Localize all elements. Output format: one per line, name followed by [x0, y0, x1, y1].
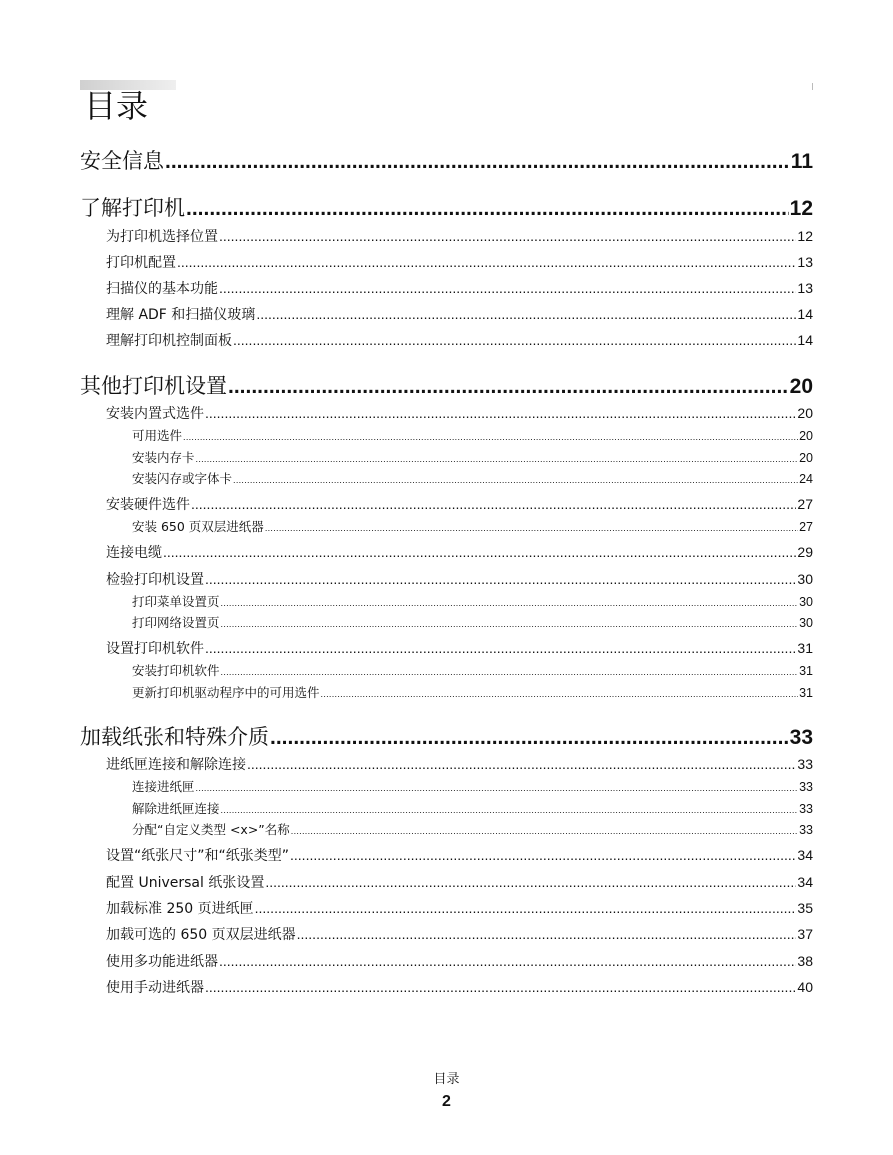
leader-dots — [228, 375, 789, 399]
footer-page-number: 2 — [442, 1093, 451, 1110]
toc-entry-label: 打印菜单设置页 — [132, 594, 220, 609]
leader-dots — [321, 689, 799, 699]
toc-entry-page: 29 — [797, 544, 813, 560]
toc-entry-label: 安装内存卡 — [132, 450, 195, 465]
toc-entry-page: 35 — [797, 900, 813, 916]
leader-dots — [186, 197, 789, 221]
toc-entry-page: 24 — [799, 472, 813, 486]
toc-entry-page: 27 — [799, 520, 813, 534]
leader-dots — [219, 280, 796, 296]
toc-entry[interactable] — [106, 924, 813, 944]
toc-entry-page: 31 — [797, 640, 813, 656]
toc-entry[interactable] — [132, 517, 813, 535]
toc-entry[interactable] — [132, 683, 813, 701]
leader-dots — [205, 979, 796, 995]
toc-entry-page: 14 — [797, 306, 813, 322]
toc-entry-label: 进纸匣连接和解除连接 — [106, 757, 246, 773]
leader-dots — [265, 523, 798, 533]
toc-entry-page: 33 — [799, 823, 813, 837]
toc-entry[interactable] — [106, 304, 813, 324]
toc-entry-label: 其他打印机设置 — [80, 374, 227, 398]
toc-entry[interactable] — [132, 661, 813, 679]
toc-entry-label: 使用手动进纸器 — [106, 980, 204, 996]
toc-entry[interactable] — [132, 613, 813, 631]
toc-entry[interactable] — [132, 426, 813, 444]
toc-entry[interactable] — [106, 951, 813, 971]
leader-dots — [290, 847, 796, 863]
toc-entry[interactable] — [106, 278, 813, 298]
leader-dots — [219, 228, 796, 244]
toc-entry[interactable] — [106, 226, 813, 246]
toc-entry[interactable] — [132, 469, 813, 487]
toc-entry-page: 37 — [797, 926, 813, 942]
toc-entry-page: 14 — [797, 332, 813, 348]
toc-entry-label: 连接电缆 — [106, 545, 162, 561]
toc-entry-page: 12 — [797, 228, 813, 244]
leader-dots — [191, 496, 796, 512]
toc-entry-page: 13 — [797, 280, 813, 296]
toc-entry-label: 扫描仪的基本功能 — [106, 281, 218, 297]
toc-entry-label: 安全信息 — [80, 149, 164, 173]
leader-dots — [183, 432, 798, 442]
toc-entry[interactable] — [106, 845, 813, 865]
toc-entry-page: 30 — [799, 595, 813, 609]
toc-entry-label: 使用多功能进纸器 — [106, 954, 218, 970]
toc-entry-page: 34 — [797, 847, 813, 863]
leader-dots — [221, 598, 799, 608]
toc-entry-label: 为打印机选择位置 — [106, 229, 218, 245]
toc-entry[interactable] — [132, 799, 813, 817]
leader-dots — [196, 454, 799, 464]
toc-entry-label: 分配“自定义类型 <x>”名称 — [132, 822, 290, 837]
leader-dots — [221, 805, 799, 815]
toc-entry-label: 更新打印机驱动程序中的可用选件 — [132, 685, 320, 700]
leader-dots — [256, 306, 796, 322]
toc-entry[interactable] — [106, 252, 813, 272]
leader-dots — [177, 254, 796, 270]
leader-dots — [247, 756, 796, 772]
toc-entry-label: 加载可选的 650 页双层进纸器 — [106, 927, 296, 943]
toc-entry-label: 解除进纸匣连接 — [132, 801, 220, 816]
toc-entry-label: 安装 650 页双层进纸器 — [132, 519, 264, 534]
toc-entry-label: 打印网络设置页 — [132, 615, 220, 630]
toc-entry-page: 31 — [799, 686, 813, 700]
leader-dots — [163, 544, 796, 560]
toc-entry-page: 20 — [799, 451, 813, 465]
leader-dots — [265, 874, 796, 890]
toc-entry-label: 加载标准 250 页进纸匣 — [106, 901, 254, 917]
toc-entry[interactable] — [132, 777, 813, 795]
toc-entry-page: 34 — [797, 874, 813, 890]
toc-entry-learning-printer[interactable] — [80, 192, 813, 222]
leader-dots — [221, 667, 799, 677]
toc-entry-page: 33 — [789, 726, 813, 749]
leader-dots — [205, 405, 796, 421]
leader-dots — [205, 640, 796, 656]
leader-dots — [297, 926, 797, 942]
toc-entry-label: 连接进纸匣 — [132, 779, 195, 794]
toc-entry[interactable] — [106, 977, 813, 997]
toc-entry-page: 20 — [797, 405, 813, 421]
toc-entry[interactable] — [106, 403, 813, 423]
toc-entry-additional-setup[interactable] — [80, 370, 813, 400]
toc-entry-label: 安装硬件选件 — [106, 497, 190, 513]
toc-entry-label: 理解 ADF 和扫描仪玻璃 — [106, 307, 256, 323]
toc-entry[interactable] — [106, 569, 813, 589]
toc-entry-page: 11 — [790, 150, 813, 173]
toc-entry-label: 安装闪存或字体卡 — [132, 471, 233, 486]
toc-entry[interactable] — [106, 494, 813, 514]
toc-entry-page: 27 — [797, 496, 813, 512]
toc-entry-page: 13 — [797, 254, 813, 270]
corner-mark — [812, 83, 813, 90]
toc-entry[interactable] — [132, 592, 813, 610]
toc-entry-page: 30 — [799, 616, 813, 630]
toc-entry-safety[interactable] — [80, 145, 813, 175]
toc-entry-page: 20 — [789, 375, 813, 398]
toc-entry-page: 33 — [799, 802, 813, 816]
leader-dots — [270, 726, 789, 750]
toc-entry-page: 33 — [797, 756, 813, 772]
toc-entry-page: 30 — [797, 571, 813, 587]
leader-dots — [221, 619, 799, 629]
toc-entry-page: 38 — [797, 953, 813, 969]
toc-entry-label: 设置打印机软件 — [106, 641, 204, 657]
toc-entry[interactable] — [106, 898, 813, 918]
leader-dots — [219, 953, 796, 969]
leader-dots — [205, 571, 796, 587]
leader-dots — [165, 150, 790, 174]
toc-entry-label: 加载纸张和特殊介质 — [80, 725, 269, 749]
toc-entry-page: 40 — [797, 979, 813, 995]
toc-entry-page: 20 — [799, 429, 813, 443]
toc-entry[interactable] — [106, 542, 813, 562]
toc-entry[interactable] — [106, 754, 813, 774]
footer-section-label: 目录 — [433, 1072, 460, 1087]
page-title: 目录 — [84, 87, 149, 125]
leader-dots — [255, 900, 797, 916]
toc-entry[interactable] — [106, 638, 813, 658]
toc-entry-label: 配置 Universal 纸张设置 — [106, 875, 265, 891]
toc-entry-label: 了解打印机 — [80, 196, 185, 220]
toc-entry-loading-paper[interactable] — [80, 721, 813, 751]
toc-entry-label: 设置“纸张尺寸”和“纸张类型” — [106, 848, 290, 864]
toc-entry-page: 12 — [789, 197, 813, 220]
leader-dots — [233, 475, 798, 485]
toc-entry-label: 可用选件 — [132, 428, 183, 443]
toc-entry-label: 检验打印机设置 — [106, 572, 204, 588]
toc-entry[interactable] — [106, 872, 813, 892]
toc-entry-page: 31 — [799, 664, 813, 678]
toc-entry[interactable] — [106, 330, 813, 350]
toc-entry[interactable] — [132, 820, 813, 838]
leader-dots — [196, 783, 799, 793]
toc-entry-label: 打印机配置 — [106, 255, 176, 271]
leader-dots — [233, 332, 796, 348]
toc-entry-page: 33 — [799, 780, 813, 794]
toc-entry-label: 理解打印机控制面板 — [106, 333, 232, 349]
toc-entry[interactable] — [132, 448, 813, 466]
toc-entry-label: 安装打印机软件 — [132, 663, 220, 678]
leader-dots — [291, 826, 798, 836]
toc-entry-label: 安装内置式选件 — [106, 406, 204, 422]
